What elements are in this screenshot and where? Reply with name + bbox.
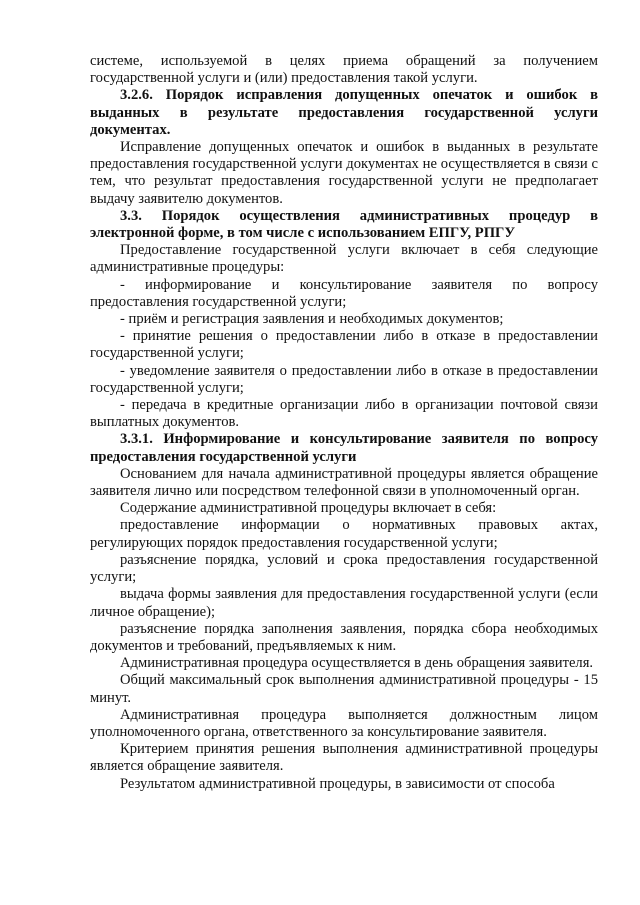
paragraph-content-item: разъяснение порядка заполнения заявления, порядка сбора необходимых документов и требований, предъявляемых к ним. bbox=[90, 620, 598, 654]
paragraph-max-time: Общий максимальный срок выполнения административной процедуры - 15 минут. bbox=[90, 672, 598, 706]
list-item: - информирование и консультирование заявителя по вопросу предоставления государственной услуги; bbox=[90, 276, 598, 310]
paragraph-criterion: Критерием принятия решения выполнения административной процедуры является обращение заявителя. bbox=[90, 741, 598, 775]
paragraph-content-item: предоставление информации о нормативных правовых актах, регулирующих порядок предоставления государственной услуги; bbox=[90, 517, 598, 551]
list-item: - передача в кредитные организации либо в организации почтовой связи выплатных документов. bbox=[90, 397, 598, 431]
paragraph-result: Результатом административной процедуры, в зависимости от способа bbox=[120, 775, 555, 792]
paragraph-responsible: Административная процедура выполняется должностным лицом уполномоченного органа, ответственного за консультирование заявителя. bbox=[90, 706, 598, 740]
paragraph-same-day: Административная процедура осуществляется в день обращения заявителя. bbox=[120, 655, 594, 672]
document-page bbox=[90, 53, 598, 793]
paragraph-content-item: разъяснение порядка, условий и срока предоставления государственной услуги; bbox=[90, 551, 598, 586]
paragraph-content-intro: Содержание административной процедуры включает в себя: bbox=[120, 500, 497, 517]
heading-3-2-6: 3.2.6. Порядок исправления допущенных опечаток и ошибок в выданных в результате предоставления государственной услуги документах. bbox=[90, 87, 598, 138]
list-item: - уведомление заявителя о предоставлении либо в отказе в предоставлении государственной услуги; bbox=[90, 362, 598, 396]
paragraph-basis: Основанием для начала административной процедуры является обращение заявителя лично или посредством телефонной связи в уполномоченный орган. bbox=[90, 465, 598, 500]
list-item: - приём и регистрация заявления и необходимых документов; bbox=[120, 311, 504, 328]
paragraph-continuation: системе, используемой в целях приема обращений за получением государственной услуги и (или) предоставления такой услуги. bbox=[90, 53, 598, 87]
paragraph-content-item: выдача формы заявления для предоставления государственной услуги (если личное обращение); bbox=[90, 586, 598, 620]
heading-3-3-1: 3.3.1. Информирование и консультирование заявителя по вопросу предоставления государственной услуги bbox=[90, 431, 598, 465]
heading-3-3: 3.3. Порядок осуществления административных процедур в электронной форме, в том числе с использованием ЕПГУ, РПГУ bbox=[90, 207, 598, 242]
list-item: - принятие решения о предоставлении либо в отказе в предоставлении государственной услуги; bbox=[90, 328, 598, 362]
paragraph-procedures-intro: Предоставление государственной услуги включает в себя следующие административные процедуры: bbox=[90, 242, 598, 276]
paragraph-corrections: Исправление допущенных опечаток и ошибок в выданных в результате предоставления государственной услуги документах не осуществляется в связи с тем, что результат предоставления государственной услуги не предполагает выдачу заявителю документов. bbox=[90, 139, 598, 207]
